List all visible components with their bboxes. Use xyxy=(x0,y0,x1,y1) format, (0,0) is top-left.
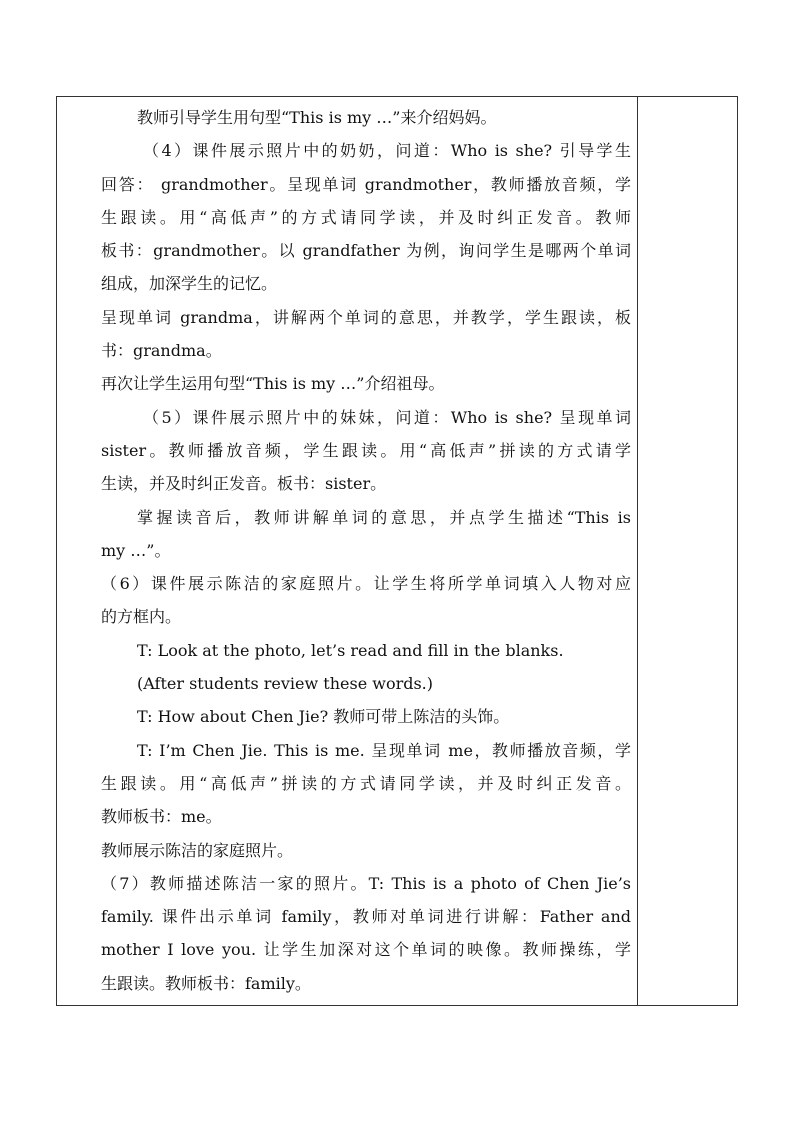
text-line: 教师展示陈洁的家庭照片。 xyxy=(101,840,294,860)
text-line: （4）课件展示照片中的奶奶，问道：Who is she? 引导学生 xyxy=(143,141,631,161)
notes-cell xyxy=(638,97,737,1005)
text-line: （5）课件展示照片中的妹妹，问道：Who is she? 呈现单词 xyxy=(143,407,631,427)
text-line: 的方框内。 xyxy=(101,607,182,627)
text-line: sister。教师播放音频，学生跟读。用“高低声”拼读的方式请学 xyxy=(101,440,631,460)
text-line: 生读，并及时纠正发音。板书：sister。 xyxy=(101,474,387,494)
text-line: mother I love you. 让学生加深对这个单词的映像。教师操练，学 xyxy=(101,940,631,960)
text-line: 生跟读。教师板书：family。 xyxy=(101,973,311,993)
text-line: 掌握读音后，教师讲解单词的意思，并点学生描述“This is xyxy=(137,507,631,527)
text-line: 回答： grandmother。呈现单词 grandmother，教师播放音频，学 xyxy=(101,174,631,194)
text-line: 板书：grandmother。以 grandfather 为例，询问学生是哪两个单词 xyxy=(101,241,631,261)
text-line: T: Look at the photo, let’s read and fill in the blanks. xyxy=(137,640,564,660)
text-line: 再次让学生运用句型“This is my …”介绍祖母。 xyxy=(101,374,445,394)
text-line: T: How about Chen Jie? 教师可带上陈洁的头饰。 xyxy=(137,707,510,727)
text-line: family. 课件出示单词 family，教师对单词进行讲解：Father and xyxy=(101,907,631,927)
text-line: 呈现单词 grandma，讲解两个单词的意思，并教学，学生跟读，板 xyxy=(101,307,631,327)
text-line: 生跟读。用“高低声”的方式请同学读，并及时纠正发音。教师 xyxy=(101,207,631,227)
text-line: 教师引导学生用句型“This is my …”来介绍妈妈。 xyxy=(137,108,497,127)
text-line: （6）课件展示陈洁的家庭照片。让学生将所学单词填入人物对应 xyxy=(101,574,631,594)
text-line: 书：grandma。 xyxy=(101,341,222,361)
text-line: (After students review these words.) xyxy=(137,674,434,694)
lesson-content-cell xyxy=(101,101,631,1000)
text-line: 生跟读。用“高低声”拼读的方式请同学读，并及时纠正发音。 xyxy=(101,773,631,793)
text-line: 组成，加深学生的记忆。 xyxy=(101,274,278,294)
lesson-table xyxy=(56,96,738,1006)
text-line: 教师板书：me。 xyxy=(101,807,222,827)
text-line: my …”。 xyxy=(101,540,171,560)
text-line: T: I’m Chen Jie. This is me. 呈现单词 me，教师播放音频，学 xyxy=(137,740,631,760)
text-line: （7）教师描述陈洁一家的照片。T: This is a photo of Chen Jie’s xyxy=(101,873,631,893)
